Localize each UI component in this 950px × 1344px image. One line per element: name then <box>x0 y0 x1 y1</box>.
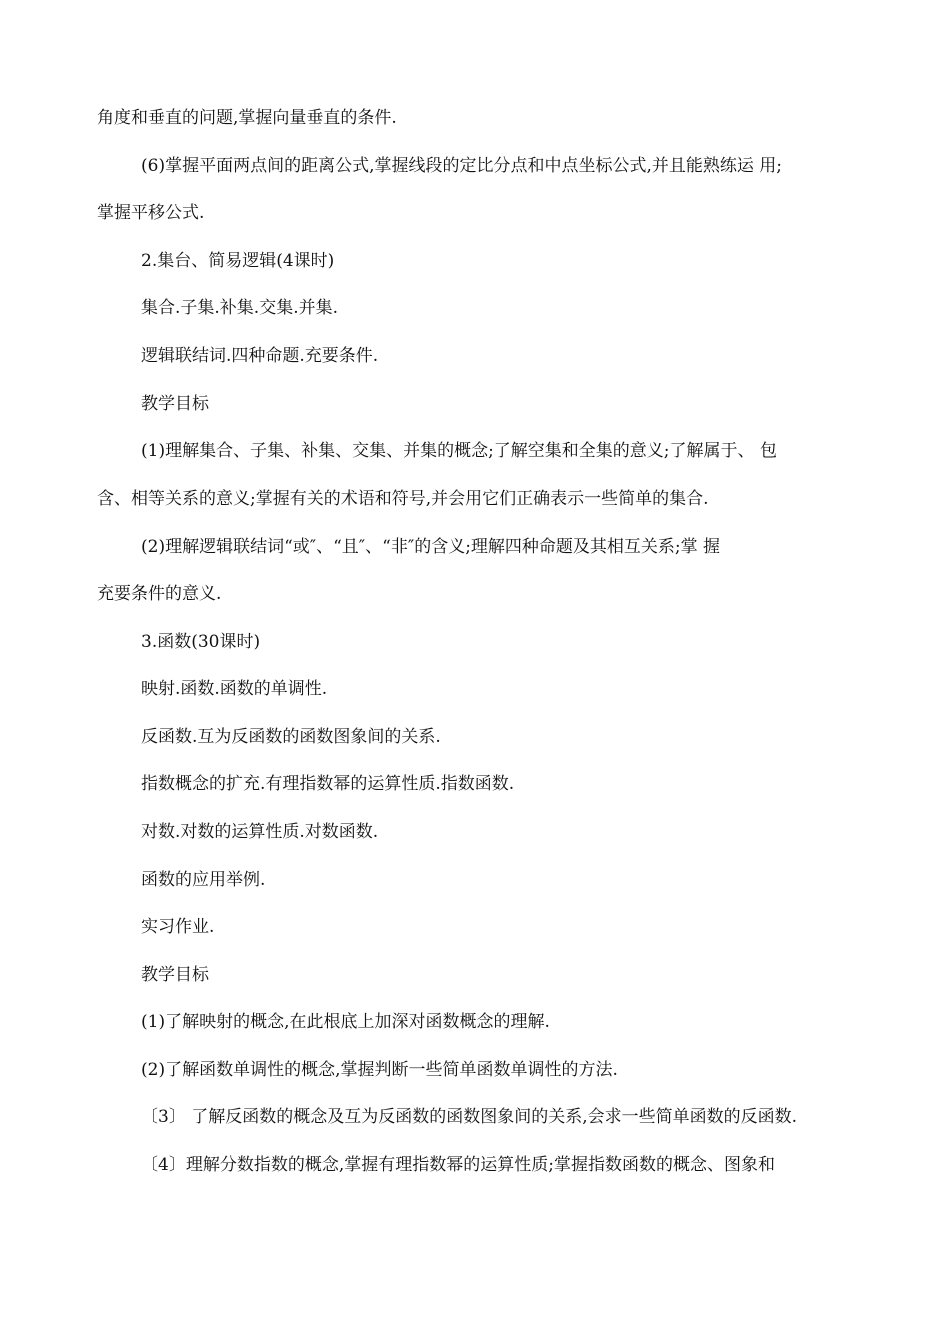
text-line: 掌握平移公式. <box>97 203 205 223</box>
text-line: 反函数.互为反函数的函数图象间的关系. <box>141 727 441 747</box>
text-line: (2)理解逻辑联结词“或″、“且″、“非″的含义;理解四种命题及其相互关系;掌 握 <box>141 537 721 557</box>
text-line: (2)了解函数单调性的概念,掌握判断一些简单函数单调性的方法. <box>141 1060 618 1080</box>
text-line: 映射.函数.函数的单调性. <box>141 679 328 699</box>
text-line: 角度和垂直的问题,掌握向量垂直的条件. <box>97 108 397 128</box>
text-line: 充要条件的意义. <box>97 584 222 604</box>
text-line: 〔4〕理解分数指数的概念,掌握有理指数幂的运算性质;掌握指数函数的概念、图象和 <box>141 1155 775 1175</box>
text-line: 集合.子集.补集.交集.并集. <box>141 298 339 318</box>
text-line: 对数.对数的运算性质.对数函数. <box>141 822 379 842</box>
text-line: 〔3〕 了解反函数的概念及互为反函数的函数图象间的关系,会求一些简单函数的反函数. <box>141 1107 798 1127</box>
text-line: 实习作业. <box>141 917 215 937</box>
subsection-heading: 教学目标 <box>141 965 209 985</box>
section-heading: 3.函数(30课时) <box>141 632 261 652</box>
text-line: 函数的应用举例. <box>141 870 266 890</box>
text-line: 逻辑联结词.四种命题.充要条件. <box>141 346 379 366</box>
text-line: 指数概念的扩充.有理指数幂的运算性质.指数函数. <box>141 774 515 794</box>
text-line: 含、相等关系的意义;掌握有关的术语和符号,并会用它们正确表示一些简单的集合. <box>97 489 709 509</box>
text-line: (6)掌握平面两点间的距离公式,掌握线段的定比分点和中点坐标公式,并且能熟练运 用; <box>141 156 783 176</box>
subsection-heading: 教学目标 <box>141 394 209 414</box>
text-line: (1)了解映射的概念,在此根底上加深对函数概念的理解. <box>141 1012 550 1032</box>
text-line: (1)理解集合、子集、补集、交集、并集的概念;了解空集和全集的意义;了解属于、 包 <box>141 441 777 461</box>
section-heading: 2.集台、简易逻辑(4课时) <box>141 251 335 271</box>
